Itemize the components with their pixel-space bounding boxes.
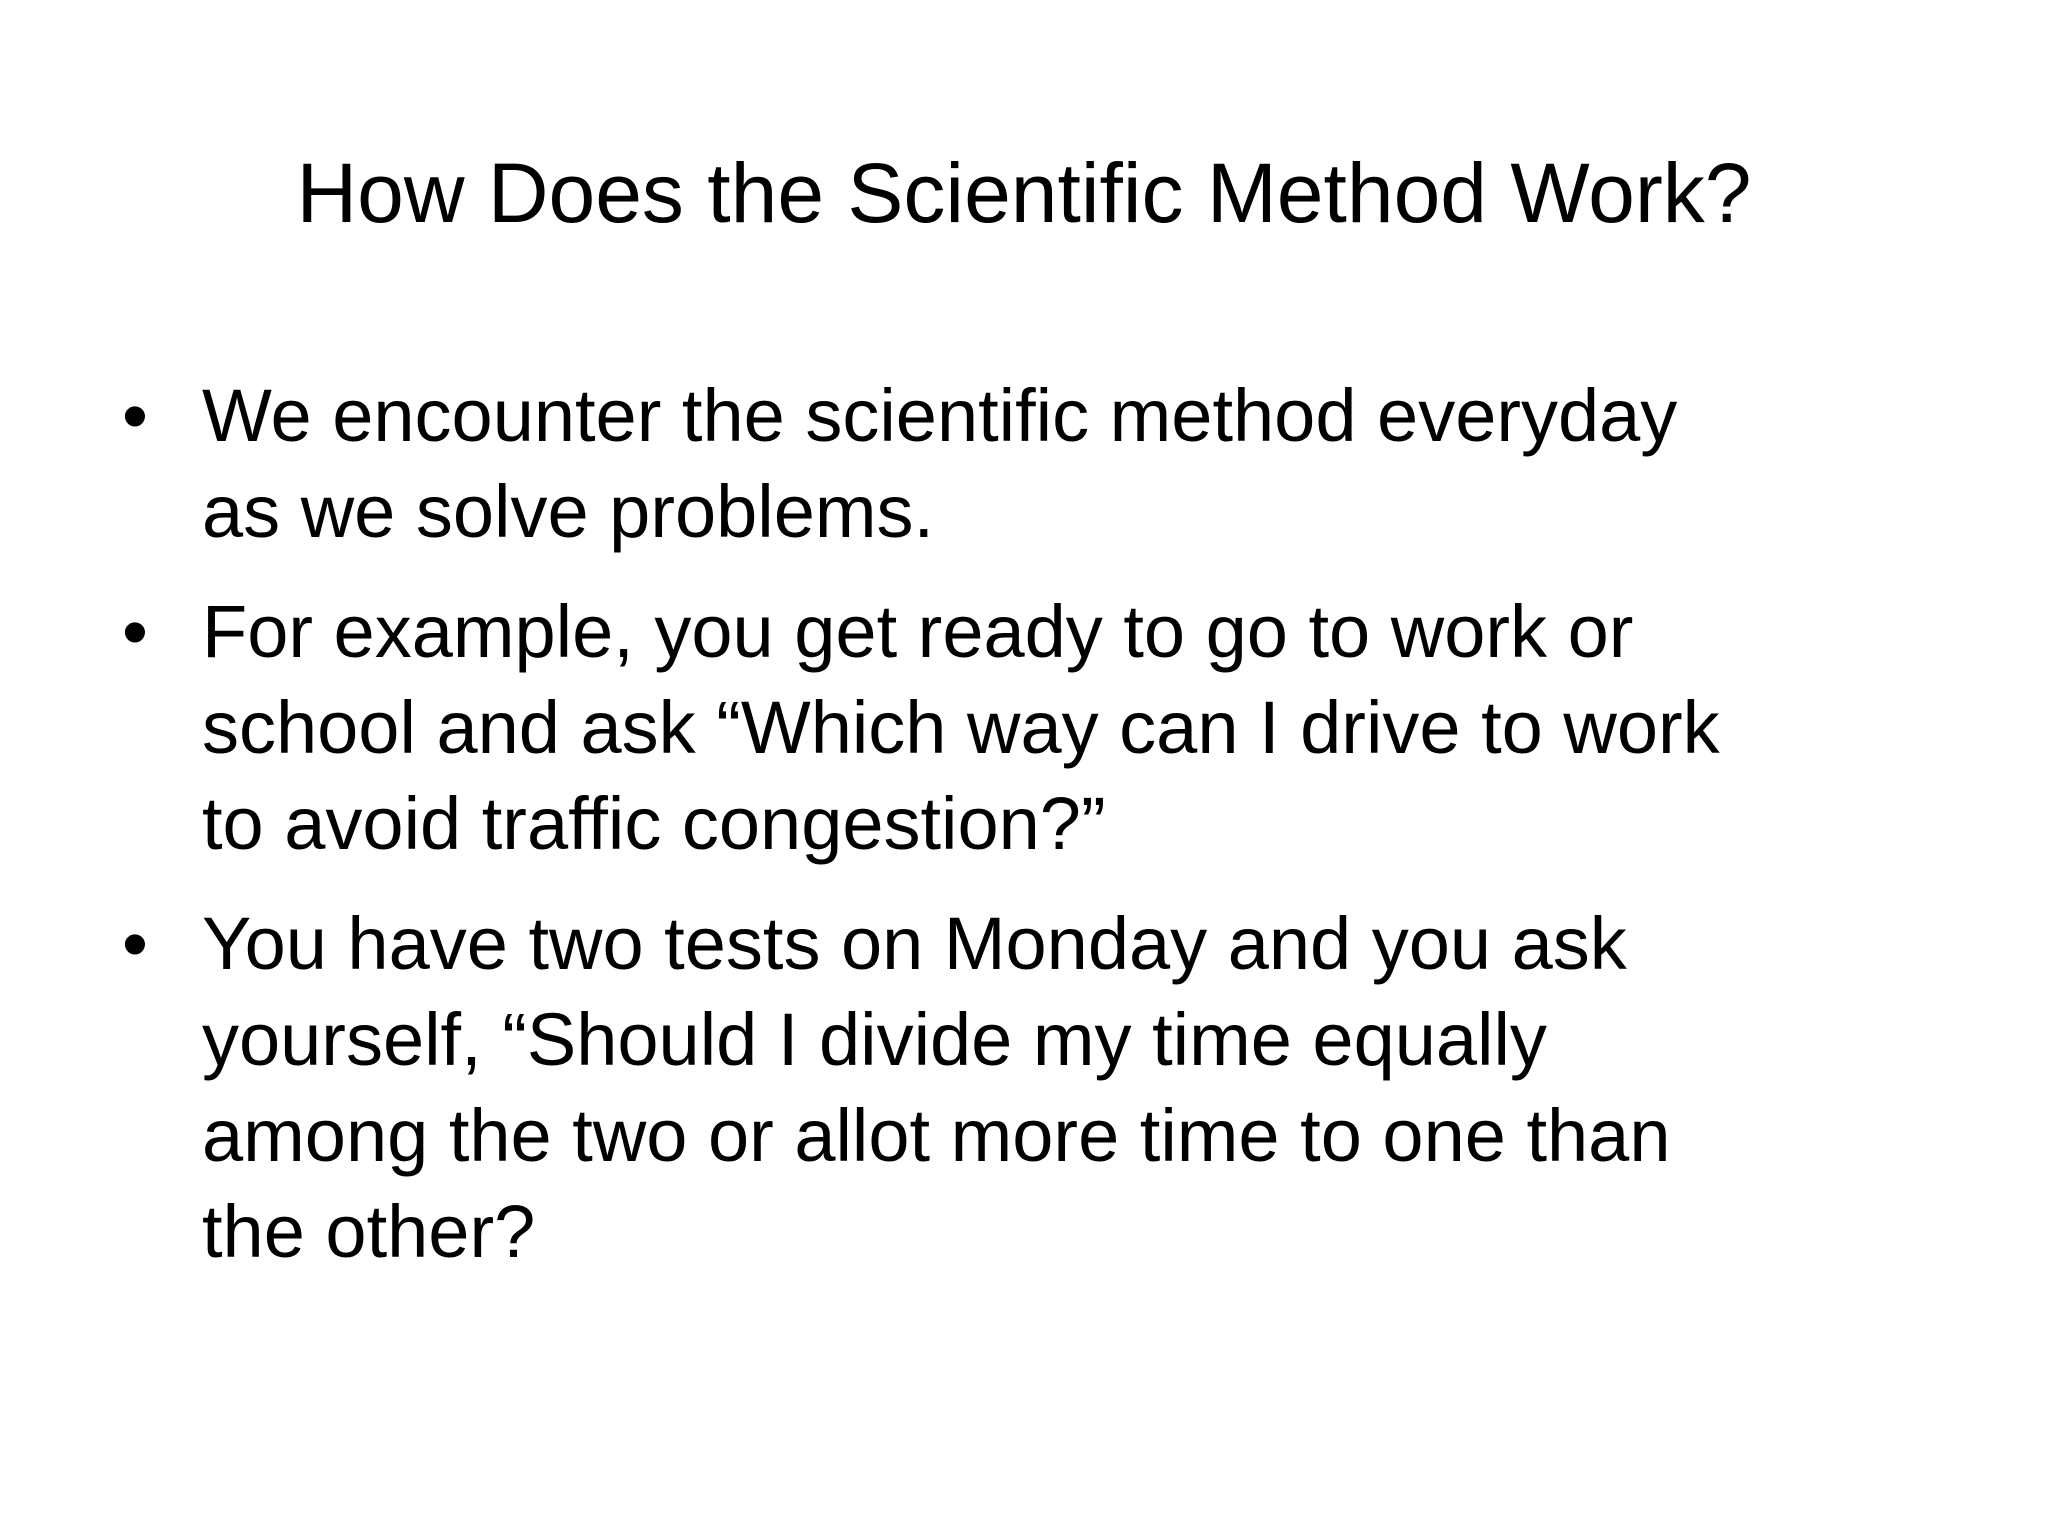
bullet-dot-icon: • [122,374,148,457]
bullet-item-3 [120,896,1970,1280]
bullet-1-line-1: We encounter the scientific method everyday [202,374,1678,457]
bullet-item-1 [120,368,1970,560]
bullet-dot-icon: • [122,902,148,985]
bullet-2-line-1: For example, you get ready to go to work or [202,590,1634,673]
bullet-dot-icon: • [122,590,148,673]
bullet-3-line-4: the other? [202,1190,536,1273]
bullet-2-line-2: school and ask “Which way can I drive to work [202,686,1720,769]
bullet-3-line-2: yourself, “Should I divide my time equally [202,998,1547,1081]
bullet-1-line-2: as we solve problems. [202,470,935,553]
bullet-list [120,368,1970,1304]
bullet-3-line-1: You have two tests on Monday and you ask [202,902,1627,985]
slide-title: How Does the Scientific Method Work? [296,146,1752,240]
bullet-item-2 [120,584,1970,872]
bullet-3-line-3: among the two or allot more time to one than [202,1094,1671,1177]
bullet-2-line-3: to avoid traffic congestion?” [202,782,1106,865]
